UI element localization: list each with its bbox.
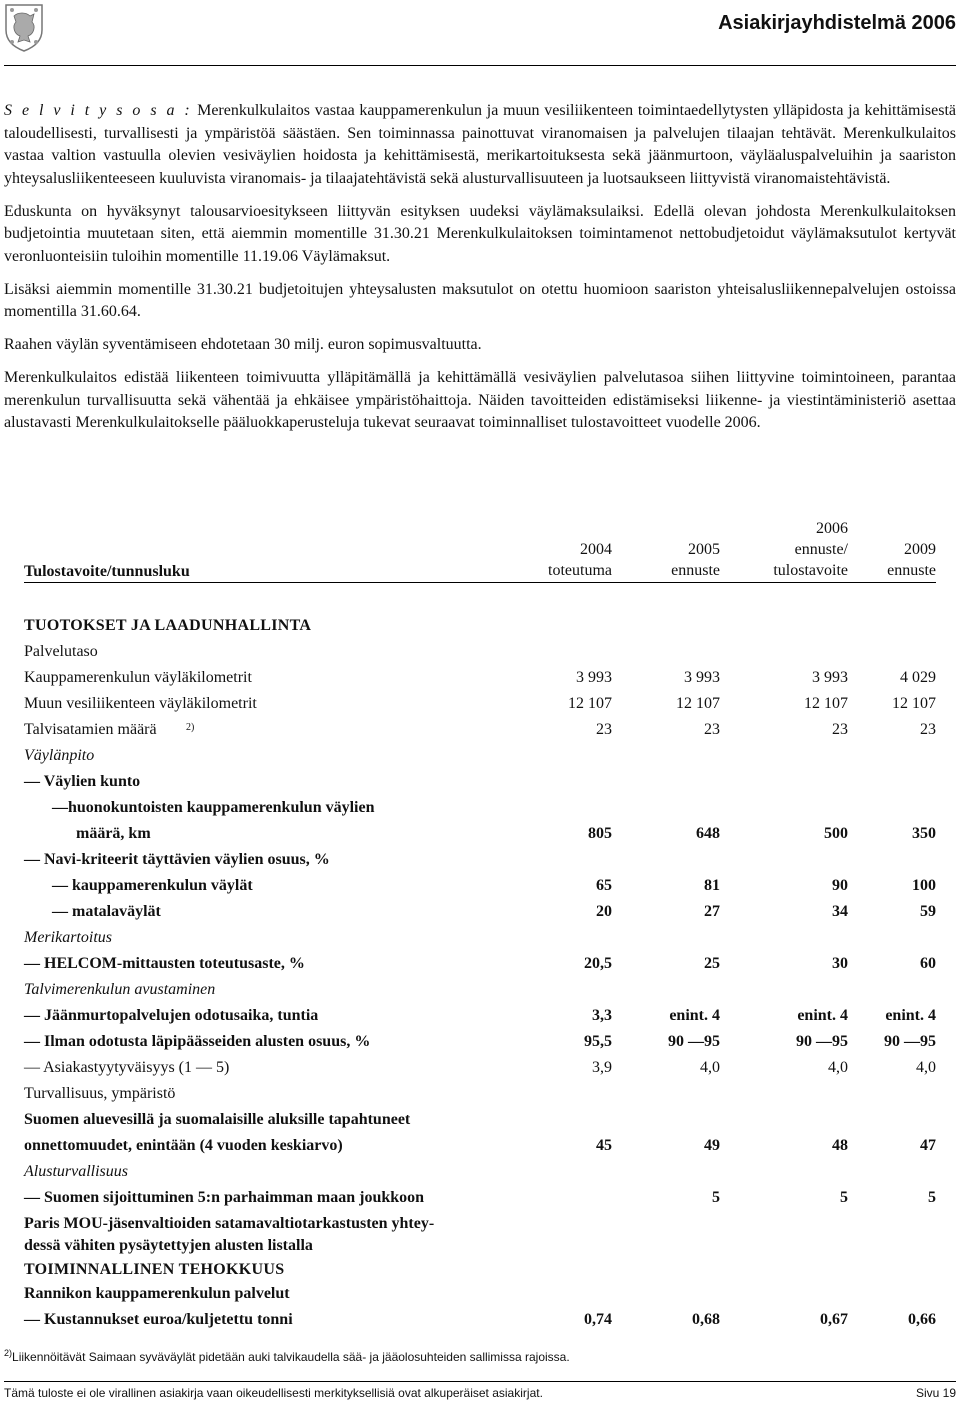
cell-col1: 45 (596, 1137, 612, 1154)
table-row (24, 849, 936, 871)
cell-col3: enint. 4 (797, 1007, 848, 1024)
cell-col3: 4,0 (828, 1059, 848, 1076)
cell-col3: 90 —95 (796, 1033, 848, 1050)
row-label: — HELCOM-mittausten toteutusaste, % (24, 955, 305, 972)
table-row (24, 771, 936, 793)
cell-col2: 81 (704, 877, 720, 894)
paragraph-fee-law: Eduskunta on hyväksynyt talousarvioesitykseen liittyvän esityksen uudeksi väylämaksulaiksi. Edellä olevan johdosta Merenkulkulaitoksen budjetointia muutetaan siten, että aiemmin momentille 31.30.21 Merenkulkulaitoksen toimintamenot nettobudjetoidut väylämaksutulot kertyvät veronluonteisiin tuloihin momentille 11.19.06 Väylämaksut. (4, 202, 956, 265)
table-row (24, 927, 936, 949)
table-row (24, 1109, 936, 1131)
table-header (24, 517, 936, 583)
table-row (24, 1259, 936, 1281)
table-row (24, 641, 936, 663)
row-label: onnettomuudet, enintään (4 vuoden keskiarvo) (24, 1137, 343, 1154)
table-row (24, 797, 936, 819)
cell-col2: 0,68 (692, 1311, 720, 1328)
cell-col2: 4,0 (700, 1059, 720, 1076)
row-label: Kauppamerenkulun väyläkilometrit (24, 669, 252, 686)
cell-col4: 4 029 (900, 669, 936, 686)
paragraph-raahe: Raahen väylän syventämiseen ehdotetaan 30 milj. euron sopimusvaltuutta. (4, 336, 482, 353)
cell-col4: enint. 4 (885, 1007, 936, 1024)
row-label: määrä, km (76, 825, 151, 842)
row-label: — Väylien kunto (24, 773, 141, 790)
cell-col3: 500 (824, 825, 848, 842)
cell-col2: 648 (696, 825, 720, 842)
cell-col1: 95,5 (584, 1033, 612, 1050)
table-row (24, 1005, 936, 1027)
row-label: TUOTOKSET JA LAADUNHALLINTA (24, 617, 312, 634)
row-label: Suomen aluevesillä ja suomalaisille aluksille tapahtuneet (24, 1111, 411, 1128)
row-label: TOIMINNALLINEN TEHOKKUUS (24, 1261, 285, 1278)
table-row (24, 979, 936, 1001)
cell-col3: 5 (840, 1189, 848, 1206)
cell-col1: 23 (596, 721, 612, 738)
cell-col4: 59 (920, 903, 936, 920)
cell-col1: 805 (588, 825, 612, 842)
cell-col4: 90 —95 (884, 1033, 936, 1050)
table-row (24, 719, 936, 741)
table-row (24, 667, 936, 689)
cell-col3: 90 (832, 877, 848, 894)
row-label: Väylänpito (24, 747, 95, 764)
table-row (24, 1309, 936, 1331)
cell-col1: 3,9 (592, 1059, 612, 1076)
table-row (24, 615, 936, 637)
cell-col2: 3 993 (684, 669, 720, 686)
header-rule (4, 65, 956, 66)
cell-col2: enint. 4 (669, 1007, 720, 1024)
footnote-ref: 2) (186, 722, 195, 733)
row-label: dessä vähiten pysäytettyjen alusten listalla (24, 1237, 313, 1254)
cell-col2: 27 (704, 903, 720, 920)
cell-col4: 60 (920, 955, 936, 972)
row-label: Turvallisuus, ympäristö (24, 1085, 176, 1102)
table-row (24, 1213, 936, 1235)
cell-col2: 5 (712, 1189, 720, 1206)
table-row (24, 1057, 936, 1079)
cell-col4: 0,66 (908, 1311, 936, 1328)
table-row (24, 823, 936, 845)
row-label: —huonokuntoisten kauppamerenkulun väylien (52, 799, 375, 816)
cell-col4: 47 (920, 1137, 936, 1154)
paragraph-ferry-fees: Lisäksi aiemmin momentille 31.30.21 budjetoitujen yhteysalusten maksutulot on otettu huomioon saariston yhteisalusliikennepalvelujen ostoissa momentilla 31.60.64. (4, 280, 956, 320)
footnote: $^{2)}$Liikennöitävät Saimaan syväväylät pidetään auki talvikaudella sää- ja jääolosuhteiden sallimissa rajoissa. (4, 1348, 570, 1364)
cell-col3: 48 (832, 1137, 848, 1154)
cell-col4: 100 (912, 877, 936, 894)
row-label: — Jäänmurtopalvelujen odotusaika, tuntia (24, 1007, 319, 1024)
cell-col4: 5 (928, 1189, 936, 1206)
table-row (24, 1031, 936, 1053)
header-2004: 2004 toteutuma (548, 541, 612, 579)
table-row (24, 1235, 936, 1257)
table-row (24, 1187, 936, 1209)
cell-col4: 23 (920, 721, 936, 738)
table-row (24, 1083, 936, 1105)
table-row (24, 1161, 936, 1183)
row-label: — Ilman odotusta läpipäässeiden alusten osuus, % (24, 1033, 371, 1050)
cell-col3: 12 107 (804, 695, 848, 712)
table-row (24, 953, 936, 975)
cell-col3: 30 (832, 955, 848, 972)
intro-paragraph (4, 100, 956, 190)
performance-targets-table (24, 517, 936, 1328)
row-label: — Suomen sijoittuminen 5:n parhaimman maan joukkoon (24, 1189, 425, 1206)
cell-col2: 23 (704, 721, 720, 738)
row-label: Talvisatamien määrä (24, 721, 157, 738)
row-label: Paris MOU-jäsenvaltioiden satamavaltiotarkastusten yhtey- (24, 1215, 435, 1232)
row-label: Rannikon kauppamerenkulun palvelut (24, 1285, 290, 1302)
page-number: Sivu 19 (915, 1386, 956, 1400)
cell-col2: 49 (704, 1137, 720, 1154)
table-row (24, 875, 936, 897)
table-row (24, 1135, 936, 1157)
row-label: — kauppamerenkulun väylät (52, 877, 253, 894)
cell-col2: 90 —95 (668, 1033, 720, 1050)
row-label: Merikartoitus (24, 929, 112, 946)
cell-col3: 3 993 (812, 669, 848, 686)
cell-col2: 25 (704, 955, 720, 972)
cell-col1: 3 993 (576, 669, 612, 686)
explanation-section (4, 100, 956, 445)
paragraph-targets: Merenkulkulaitos edistää liikenteen toimivuutta ylläpitämällä ja kehittämällä vesiväylien palvelutasoa siihen liittyvine toimintoineen, parantaa merenkulun turvallisuutta sekä vähentää ja ehkäisee ympäristöhaittoja. Näiden tavoitteiden edistämiseksi liikenne- ja viestintäministeriö asettaa alustavasti Merenkulkulaitokselle pääluokkaperusteluja tukevat seuraavat toiminnalliset tulostavoitteet vuodelle 2006. (4, 369, 956, 431)
cell-col3: 34 (832, 903, 848, 920)
cell-col3: 23 (832, 721, 848, 738)
row-label: Talvimerenkulun avustaminen (24, 981, 216, 998)
row-label: — Asiakastyytyväisyys (1 — 5) (24, 1059, 230, 1076)
cell-col1: 20 (596, 903, 612, 920)
table-row (24, 693, 936, 715)
cell-col4: 4,0 (916, 1059, 936, 1076)
cell-col2: 12 107 (676, 695, 720, 712)
cell-col1: 12 107 (568, 695, 612, 712)
header-indicator: Tulostavoite/tunnusluku (24, 563, 190, 580)
cell-col1: 20,5 (584, 955, 612, 972)
row-label: Muun vesiliikenteen väyläkilometrit (24, 695, 257, 712)
row-label: — Navi-kriteerit täyttävien väylien osuus, % (24, 851, 330, 868)
cell-col4: 350 (912, 825, 936, 842)
table-row (24, 745, 936, 767)
page-footer (4, 1386, 956, 1400)
table-row (24, 1283, 936, 1305)
row-label: — matalaväylät (52, 903, 161, 920)
intro-text: Merenkulkulaitos vastaa kauppamerenkulun ja muun vesiliikenteen toimintaedellytysten ylläpidosta ja kehittämisestä taloudellisesti, turvallisesti ja ympäristöä säästäen. Sen toiminnassa painottuvat viranomaisen ja palvelujen tilaajan tehtävät. Merenkulkulaitos vastaa valtion vastuulla olevien vesiväylien hoidosta ja kehittämisestä, merikartoituksesta sekä jäänmurtoon, väyläaluspalveluihin ja saariston yhteysalusliikenteeseen kuuluvista viranomais- ja tilaajatehtävistä sekä alusturvallisuuteen ja luotsaukseen liittyvistä viranomaistehtävistä. (4, 102, 956, 187)
cell-col1: 3,3 (592, 1007, 612, 1024)
cell-col1: 65 (596, 877, 612, 894)
section-label: S e l v i t y s o s a : (4, 102, 193, 119)
finnish-lion-crest-icon (2, 2, 46, 52)
cell-col4: 12 107 (892, 695, 936, 712)
table-row (24, 901, 936, 923)
header-2009: 2009 ennuste (887, 541, 936, 579)
footer-disclaimer: Tämä tuloste ei ole virallinen asiakirja vaan oikeudellisesti merkityksellisiä ovat alkuperäiset asiakirjat. (4, 1386, 543, 1400)
cell-col3: 0,67 (820, 1311, 848, 1328)
row-label: Alusturvallisuus (24, 1163, 129, 1180)
cell-col1: 0,74 (584, 1311, 612, 1328)
document-title: Asiakirjayhdistelmä 2006 (718, 12, 956, 34)
footer-rule (4, 1381, 956, 1382)
row-label: — Kustannukset euroa/kuljetettu tonni (24, 1311, 293, 1328)
header-2005: 2005 ennuste (671, 541, 720, 579)
header-2006: 2006 ennuste/ tulostavoite (773, 520, 848, 579)
row-label: Palvelutaso (24, 643, 98, 660)
